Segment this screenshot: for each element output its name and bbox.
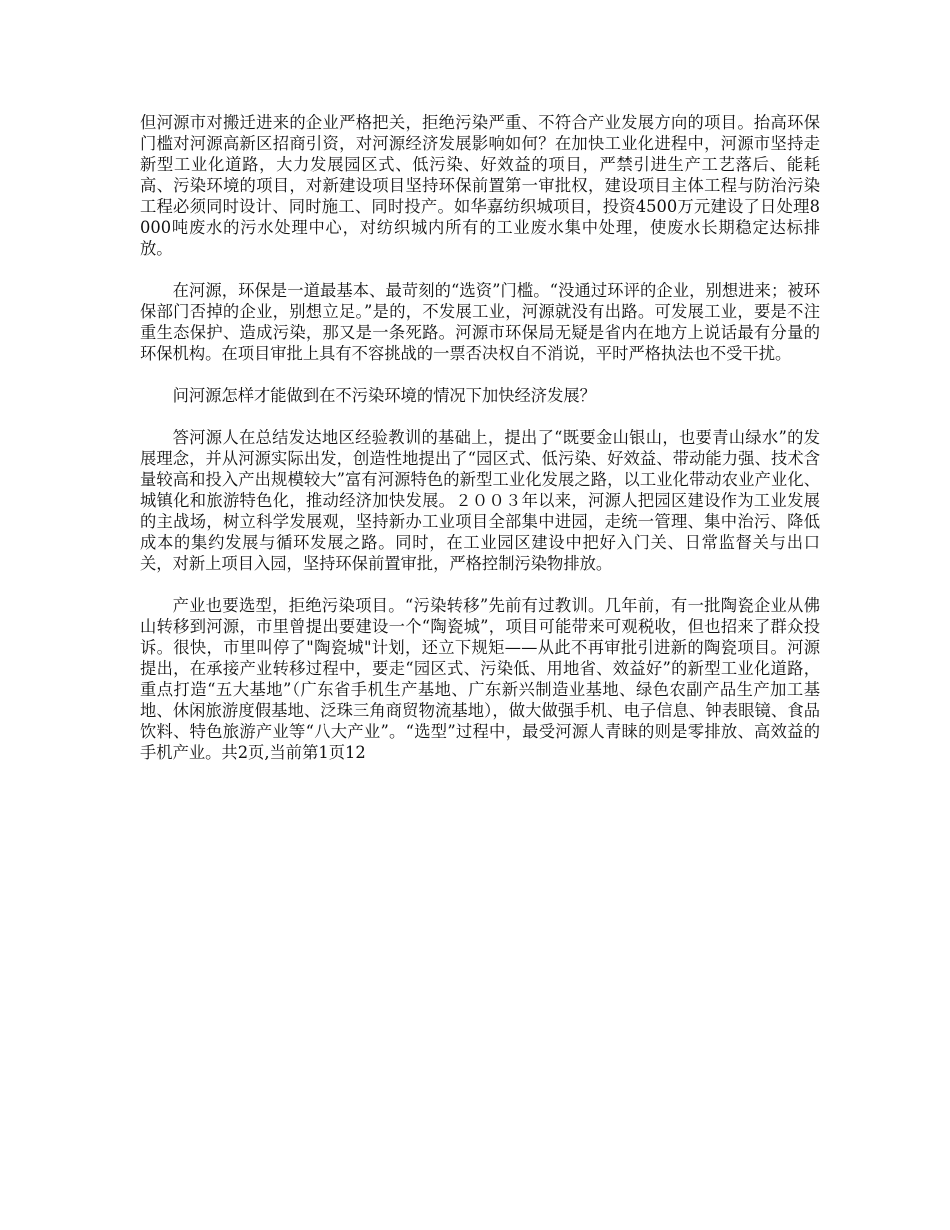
paragraph-industry-selection: 产业也要选型，拒绝污染项目。“污染转移”先前有过教训。几年前，有一批陶瓷企业从佛山转移到河源，市里曾提出要建设一个“陶瓷城”，项目可能带来可观税收，但也招来了群众投诉。很快，市里叫停了"陶瓷城"计划，还立下规矩——从此不再审批引进新的陶瓷项目。河源提出，在承接产业转移过程中，要走“园区式、污染低、用地省、效益好”的新型工业化道路，重点打造“五大基地”（广东省手机生产基地、广东新兴制造业基地、绿色农副产品生产加工基地、休闲旅游度假基地、泛珠三角商贸物流基地），做大做强手机、电子信息、钟表眼镜、食品饮料、特色旅游产业等“八大产业”。“选型”过程中，最受河源人青睐的则是零排放、高效益的手机产业。共2页,当前第1页12 [140,596,820,762]
document-page [140,112,820,784]
paragraph-continuation: 但河源市对搬迁进来的企业严格把关，拒绝污染严重、不符合产业发展方向的项目。抬高环保门槛对河源高新区招商引资，对河源经济发展影响如何？在加快工业化进程中，河源市坚持走新型工业化道路，大力发展园区式、低污染、好效益的项目，严禁引进生产工艺落后、能耗高、污染环境的项目，对新建设项目坚持环保前置第一审批权，建设项目主体工程与防治污染工程必须同时设计、同时施工、同时投产。如华嘉纺织城项目，投资4500万元建设了日处理8000吨废水的污水处理中心，对纺织城内所有的工业废水集中处理，使废水长期稳定达标排放。 [140,113,820,258]
paragraph-environment-threshold: 在河源，环保是一道最基本、最苛刻的“选资”门槛。“没通过环评的企业，别想进来；被环保部门否掉的企业，别想立足。”是的，不发展工业，河源就没有出路。可发展工业，要是不注重生态保护、造成污染，那又是一条死路。河源市环保局无疑是省内在地方上说话最有分量的环保机构。在项目审批上具有不容挑战的一票否决权自不消说，平时严格执法也不受干扰。 [140,281,820,363]
paragraph-answer: 答河源人在总结发达地区经验教训的基础上，提出了“既要金山银山，也要青山绿水”的发展理念，并从河源实际出发，创造性地提出了“园区式、低污染、好效益、带动能力强、技术含量较高和投入产出规模较大”富有河源特色的新型工业化发展之路，以工业化带动农业产业化、城镇化和旅游特色化，推动经济加快发展。２００３年以来，河源人把园区建设作为工业发展的主战场，树立科学发展观，坚持新办工业项目全部集中进园，走统一管理、集中治污、降低成本的集约发展与循环发展之路。同时，在工业园区建设中把好入门关、日常监督关与出口关，对新上项目入园，坚持环保前置审批，严格控制污染物排放。 [140,428,820,573]
paragraph-question: 问河源怎样才能做到在不污染环境的情况下加快经济发展？ [172,386,596,405]
